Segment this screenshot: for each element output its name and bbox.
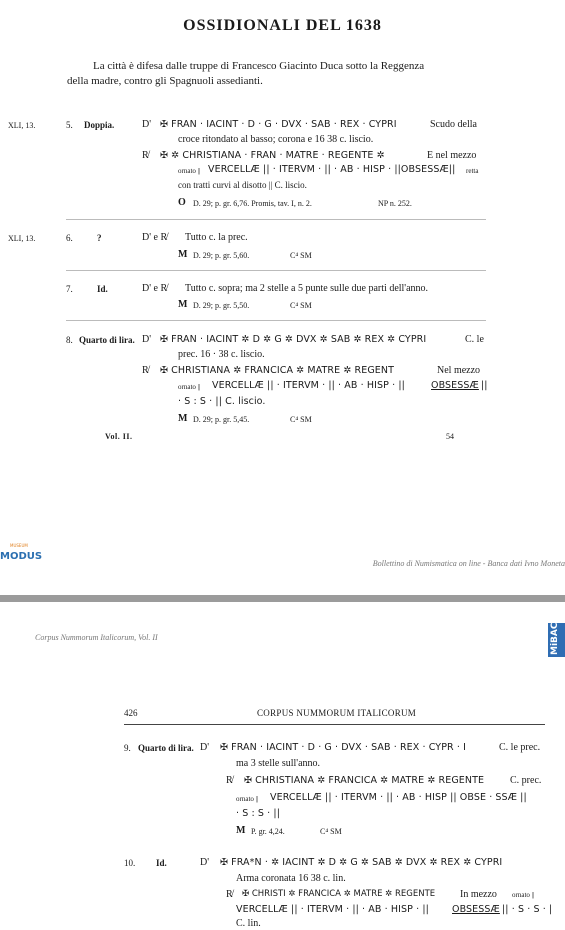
footer-page-number: 54 bbox=[446, 432, 454, 441]
entry-number: 7. bbox=[66, 284, 73, 294]
metal-code: M bbox=[236, 825, 246, 836]
obverse-legend: ✠ FRA*N · ✲ IACINT ✲ D ✲ G ✲ SAB ✲ DVX ✲ REX ✲ CYPRI bbox=[220, 857, 503, 868]
collection-reference: C⁴ SM bbox=[290, 415, 312, 424]
metal-code: O bbox=[178, 197, 186, 208]
weight-reference: D. 29; p. gr. 6,76. Promis, tav. I, n. 2. bbox=[193, 199, 312, 208]
reverse-legend: ✠ CHRISTI ✲ FRANCICA ✲ MATRE ✲ REGENTE bbox=[242, 889, 436, 899]
entry-denomination: Id. bbox=[97, 284, 108, 294]
separator bbox=[66, 270, 486, 271]
page-number: 426 bbox=[124, 708, 138, 718]
obverse-symbol: D' bbox=[200, 742, 210, 753]
obverse-legend: ✠ FRAN · IACINT · D · G · DVX · SAB · REX · CYPR · I bbox=[220, 742, 466, 753]
sides-symbol: D' e R̸ bbox=[142, 283, 168, 294]
sides-symbol: D' e R̸ bbox=[142, 232, 168, 243]
entry-description: Tutto c. sopra; ma 2 stelle a 5 punte sulle due parti dell'anno. bbox=[185, 283, 429, 294]
modus-logo-small: MUSEUM bbox=[10, 543, 28, 548]
entry-number: 9. bbox=[124, 743, 131, 753]
reverse-description-cont: C. lin. bbox=[236, 918, 261, 929]
reverse-legend: ✠ ✲ CHRISTIANA · FRAN · MATRE · REGENTE ✲ bbox=[160, 150, 385, 161]
reverse-inscription-end: || bbox=[481, 380, 488, 391]
obverse-legend: ✠ FRAN · IACINT ✲ D ✲ G ✲ DVX ✲ SAB ✲ REX ✲ CYPRI bbox=[160, 334, 427, 345]
footer-volume: Vol. II. bbox=[105, 432, 133, 441]
obverse-description-cont: ma 3 stelle sull'anno. bbox=[236, 758, 321, 769]
metal-code: M bbox=[178, 249, 188, 260]
obverse-symbol: D' bbox=[200, 857, 210, 868]
reverse-description: E nel mezzo bbox=[427, 150, 477, 161]
reverse-ornato: ornato || bbox=[178, 383, 201, 391]
obverse-description-cont: Arma coronata 16 38 c. lin. bbox=[236, 873, 346, 884]
reverse-inscription: VERCELLÆ || · ITERVM · || · AB · HISP · || bbox=[212, 380, 405, 391]
weight-reference: D. 29; p. gr. 5,45. bbox=[193, 415, 250, 424]
reverse-inscription: VERCELLÆ || · ITERVM · || · AB · HISP · || bbox=[236, 904, 429, 915]
obverse-description-cont: croce ritondato al basso; corona e 16 38 c. liscio. bbox=[178, 134, 374, 145]
reverse-symbol: R̸ bbox=[142, 150, 149, 161]
collection-reference: C⁴ SM bbox=[320, 827, 342, 836]
separator bbox=[66, 320, 486, 321]
obverse-symbol: D' bbox=[142, 334, 152, 345]
metal-code: M bbox=[178, 299, 188, 310]
obverse-description: Scudo della bbox=[430, 119, 477, 130]
separator bbox=[66, 219, 486, 220]
entry-number: 10. bbox=[124, 858, 136, 868]
entry-denomination: Doppia. bbox=[84, 120, 115, 130]
entry-denomination: ? bbox=[97, 233, 102, 243]
reverse-inscription-underlined: OBSESSÆ bbox=[452, 904, 500, 915]
page-divider bbox=[0, 595, 565, 602]
obverse-description: C. le bbox=[465, 334, 484, 345]
collection-reference: C⁴ SM bbox=[290, 251, 312, 260]
obverse-description-cont: prec. 16 · 38 c. liscio. bbox=[178, 349, 265, 360]
weight-reference: P. gr. 4,24. bbox=[251, 827, 285, 836]
reverse-inscription-underlined: OBSESSÆ bbox=[431, 380, 479, 391]
source-credit: Bollettino di Numismatica on line - Banca dati Ivno Moneta bbox=[372, 559, 565, 568]
weight-reference: D. 29; p. gr. 5,50. bbox=[193, 301, 250, 310]
collection-reference: C⁴ SM bbox=[290, 301, 312, 310]
collection-reference: NP n. 252. bbox=[378, 199, 412, 208]
entry-number: 5. bbox=[66, 120, 73, 130]
modus-logo-text: MODUS bbox=[0, 551, 43, 562]
reverse-retta: retta bbox=[466, 167, 479, 175]
corpus-credit: Corpus Nummorum Italicorum, Vol. II bbox=[35, 633, 158, 642]
obverse-legend: ✠ FRAN · IACINT · D · G · DVX · SAB · REX · CYPRI bbox=[160, 119, 397, 130]
intro-line-1: La città è difesa dalle truppe di Francesco Giacinto Duca sotto la Reggenza bbox=[93, 60, 425, 72]
reverse-description: C. prec. bbox=[510, 775, 542, 786]
entry-denomination: Quarto di lira. bbox=[79, 335, 135, 345]
reverse-inscription: VERCELLÆ || · ITERVM · || · AB · HISP · ||OBSESSÆ|| bbox=[208, 164, 456, 175]
reverse-symbol: R̸ bbox=[226, 775, 233, 786]
reverse-legend: ✠ CHRISTIANA ✲ FRANCICA ✲ MATRE ✲ REGENTE bbox=[244, 775, 485, 786]
page-title: OSSIDIONALI DEL 1638 bbox=[183, 17, 382, 34]
reverse-ornato: ornato || bbox=[512, 891, 535, 899]
reverse-description-cont: · S : S · || C. liscio. bbox=[178, 396, 266, 407]
entry-number: 6. bbox=[66, 233, 73, 243]
reverse-ornato: ornato || bbox=[178, 167, 201, 175]
reverse-description-cont: con tratti curvi al disotto || C. liscio. bbox=[178, 180, 307, 190]
entry-denomination: Quarto di lira. bbox=[138, 743, 194, 753]
reverse-ornato: ornato || bbox=[236, 795, 259, 803]
reverse-inscription-end: || · S · S · | bbox=[502, 904, 553, 915]
obverse-symbol: D' bbox=[142, 119, 152, 130]
metal-code: M bbox=[178, 413, 188, 424]
entry-ref: XLI, 13. bbox=[8, 121, 36, 130]
reverse-legend: ✠ CHRISTIANA ✲ FRANCICA ✲ MATRE ✲ REGENT bbox=[160, 365, 394, 376]
entry-denomination: Id. bbox=[156, 858, 167, 868]
intro-line-2: della madre, contro gli Spagnuoli assedianti. bbox=[67, 75, 263, 87]
reverse-inscription: VERCELLÆ || · ITERVM · || · AB · HISP || OBSE · SSÆ || bbox=[270, 792, 527, 803]
entry-number: 8. bbox=[66, 335, 73, 345]
reverse-symbol: R̸ bbox=[226, 889, 233, 900]
entry-description: Tutto c. la prec. bbox=[185, 232, 248, 243]
weight-reference: D. 29; p. gr. 5,60. bbox=[193, 251, 250, 260]
reverse-inscription-cont: · S : S · || bbox=[236, 808, 281, 819]
entry-ref: XLI, 13. bbox=[8, 234, 36, 243]
running-head: CORPUS NUMMORUM ITALICORUM bbox=[257, 708, 417, 718]
reverse-description: Nel mezzo bbox=[437, 365, 481, 376]
header-rule bbox=[124, 724, 545, 725]
modus-logo bbox=[0, 543, 43, 564]
mibac-badge bbox=[548, 623, 565, 657]
obverse-description: C. le prec. bbox=[499, 742, 541, 753]
reverse-symbol: R̸ bbox=[142, 365, 149, 376]
mibac-badge-label: MiBAC bbox=[550, 623, 560, 655]
reverse-description: In mezzo bbox=[460, 889, 497, 900]
